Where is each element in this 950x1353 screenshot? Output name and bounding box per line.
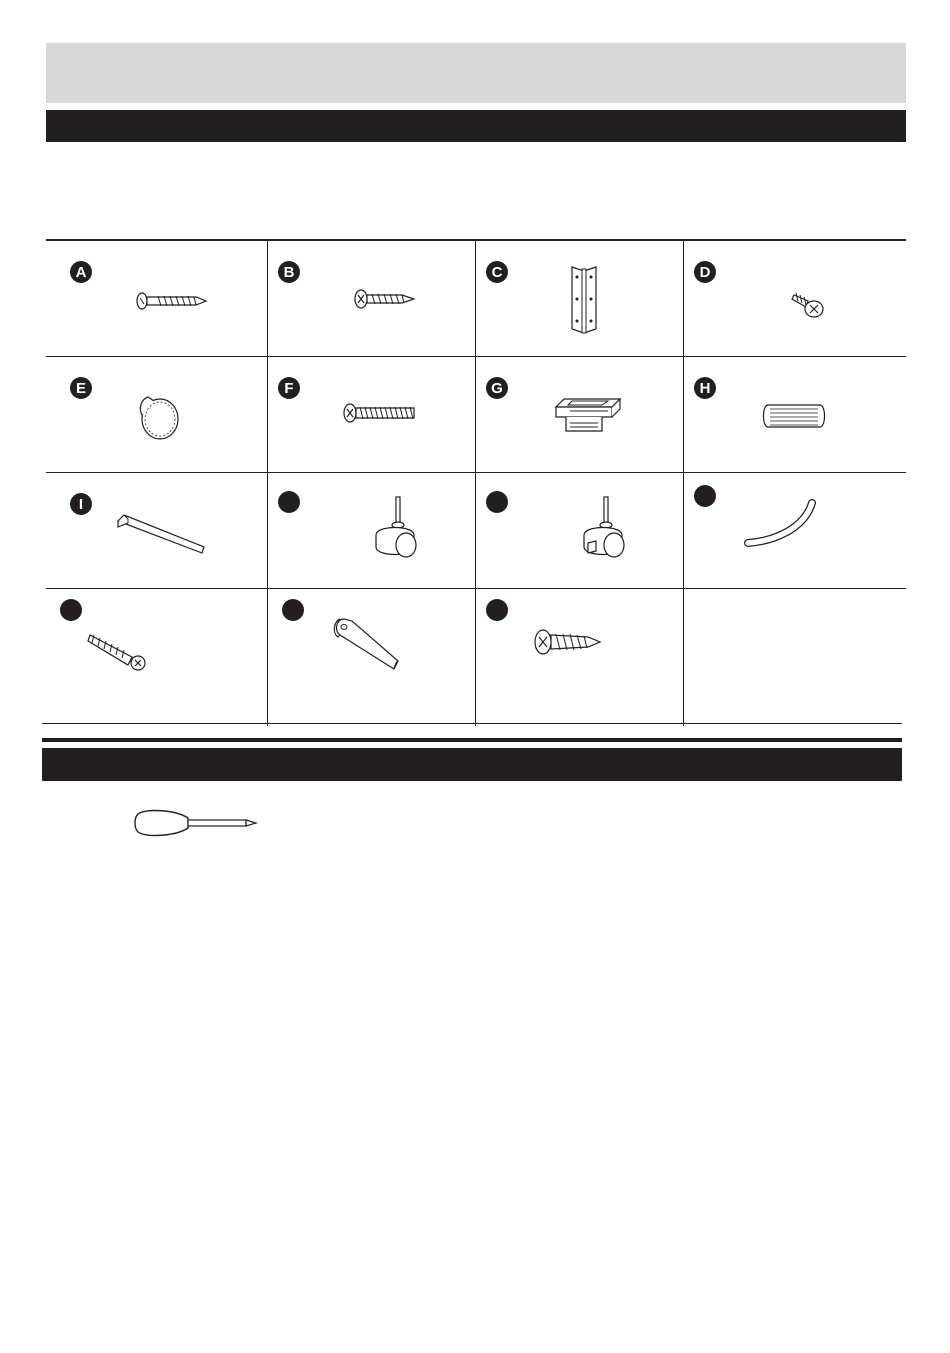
- part-badge: B: [278, 261, 300, 283]
- phillips-screw-icon: [352, 287, 418, 311]
- long-screw-icon: [342, 401, 418, 425]
- wooden-dowel-icon: [760, 401, 828, 431]
- part-cell-empty: [684, 589, 906, 726]
- part-cell-f: [268, 357, 476, 473]
- wood-screw-icon: [134, 289, 214, 313]
- wall-bracket-plate-icon: [332, 617, 402, 673]
- part-cell-locking-castor: [476, 473, 684, 589]
- part-cell-self-tapping-screw: [476, 589, 684, 726]
- part-badge: D: [694, 261, 716, 283]
- part-badge: [282, 599, 304, 621]
- self-tapping-screw-icon: [532, 627, 604, 657]
- part-cell-i: [46, 473, 268, 589]
- part-badge: A: [70, 261, 92, 283]
- part-badge: [278, 491, 300, 513]
- part-badge: G: [486, 377, 508, 399]
- knob-icon: [134, 385, 182, 443]
- part-cell-g: [476, 357, 684, 473]
- screwdriver-icon: [132, 806, 260, 840]
- part-badge: F: [278, 377, 300, 399]
- part-cell-c: [476, 241, 684, 357]
- grid-bottom-divider: [42, 723, 902, 724]
- part-badge: [486, 491, 508, 513]
- part-badge: [694, 485, 716, 507]
- part-cell-castor: [268, 473, 476, 589]
- cable-tube-icon: [744, 499, 824, 555]
- part-cell-bracket-plate: [268, 589, 476, 726]
- part-cell-h: [684, 357, 906, 473]
- allen-key-icon: [114, 509, 208, 555]
- parts-grid: [46, 239, 906, 726]
- part-cell-cable-tube: [684, 473, 906, 589]
- part-cell-wall-plug: [46, 589, 268, 726]
- magnetic-catch-icon: [552, 391, 624, 439]
- tools-divider: [42, 738, 902, 742]
- part-badge: H: [694, 377, 716, 399]
- part-badge: E: [70, 377, 92, 399]
- part-badge: C: [486, 261, 508, 283]
- hinge-icon: [566, 263, 606, 337]
- tools-section-header: [42, 748, 902, 781]
- part-cell-e: [46, 357, 268, 473]
- page-title-banner: [46, 43, 906, 103]
- part-badge: [60, 599, 82, 621]
- part-badge: [486, 599, 508, 621]
- part-cell-b: [268, 241, 476, 357]
- part-cell-a: [46, 241, 268, 357]
- parts-section-header: [46, 110, 906, 142]
- wall-plug-screw-icon: [86, 627, 150, 675]
- part-badge: I: [70, 493, 92, 515]
- short-screw-icon: [790, 287, 830, 321]
- castor-wheel-icon: [366, 495, 424, 565]
- locking-castor-icon: [574, 495, 634, 565]
- part-cell-d: [684, 241, 906, 357]
